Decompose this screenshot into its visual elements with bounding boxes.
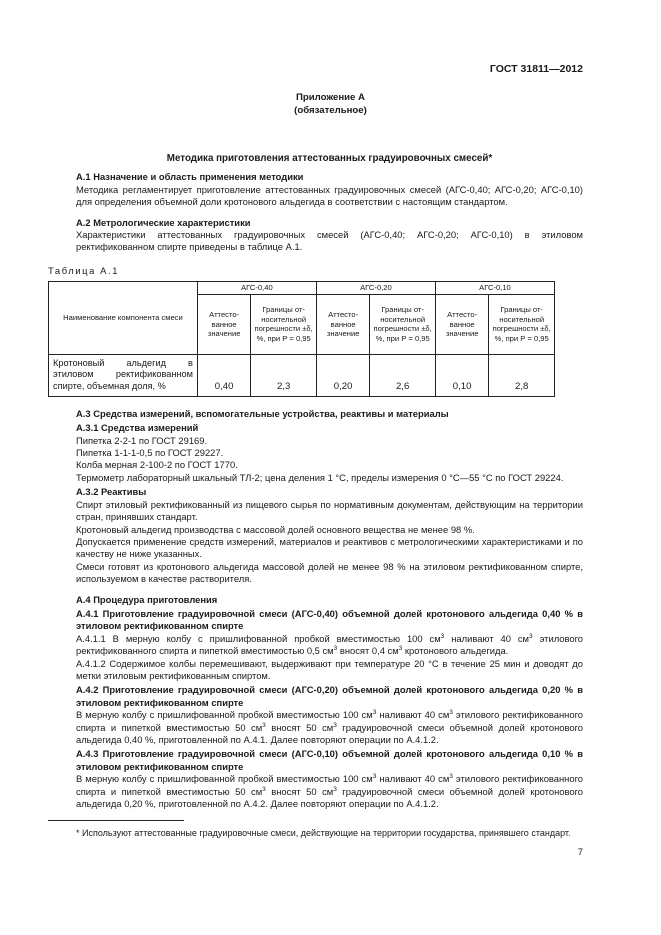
table-group-header: АГС-0,20 xyxy=(316,282,435,295)
section-a411-text: А.4.1.1 В мерную колбу с пришлифованной пробкой вместимостью 100 $см^3$ наливают 40 $см^3$ этилового ректификованного спирта и пипеткой вместимостью 0,5 $см^3$ вносят 0,4 $см^3$ кротонового альдегида. xyxy=(76,632,584,657)
table-sub-header-value: Аттесто-ванное значение xyxy=(316,294,369,354)
list-item: Термометр лабораторный шкальный ТЛ-2; цена деления 1 °С, пределы измерения 0 °С—55 °С по ГОСТ 29224. xyxy=(76,471,564,483)
table-group-header: АГС-0,40 xyxy=(197,282,316,295)
section-a31-heading: А.3.1 Средства измерений xyxy=(76,422,199,434)
annex-title: Приложение А xyxy=(296,92,365,103)
table-cell: 0,10 xyxy=(435,354,488,396)
reagent-text: Допускается применение средств измерений, материалов и реактивов с метрологическими характеристиками и по качеству не ниже указанных. xyxy=(76,535,583,560)
list-item: Пипетка 1-1-1-0,5 по ГОСТ 29227. xyxy=(76,447,224,459)
table-group-header: АГС-0,10 xyxy=(435,282,554,295)
table-header-name: Наименование компонента смеси xyxy=(49,282,198,355)
section-a32-heading: А.3.2 Реактивы xyxy=(76,486,147,498)
list-item: Пипетка 2-2-1 по ГОСТ 29169. xyxy=(76,434,208,446)
page-number: 7 xyxy=(577,846,583,857)
section-a1-heading: А.1 Назначение и область применения методики xyxy=(76,171,304,183)
section-a2-heading: А.2 Метрологические характеристики xyxy=(76,216,251,228)
document-body xyxy=(48,153,584,840)
table-sub-header-value: Аттесто-ванное значение xyxy=(435,294,488,354)
table-cell: 2,3 xyxy=(251,354,317,396)
table-sub-header-bounds: Границы от-носительной погрешности ±δ, %, при Р = 0,95 xyxy=(370,294,436,354)
section-a43-text: В мерную колбу с пришлифованной пробкой вместимостью 100 $см^3$ наливают 40 $см^3$ этилового ректификованного спирта и пипеткой вместимостью 50 $см^3$ вносят 50 $см^3$ градуировочной смеси объемной долей кротонового альдегида 0,20 %, приготовленной по А.4.2. Далее повторяют операции по А.4.1.2. xyxy=(76,773,584,810)
reagent-text: Смеси готовят из кротонового альдегида массовой долей не менее 98 % на этиловом ректификованном спирте, используемом в качестве растворителя. xyxy=(76,560,583,585)
table-row xyxy=(49,354,555,396)
table-sub-header-bounds: Границы от-носительной погрешности ±δ, %, при Р = 0,95 xyxy=(251,294,317,354)
table-cell: 2,6 xyxy=(370,354,436,396)
footnote: * Используют аттестованные градуировочные смеси, действующие на территории государства, принявшего стандарт. xyxy=(76,828,571,839)
table-a1 xyxy=(48,281,555,397)
table-row-name: Кротоновый альдегид в этиловом ректификованном спирте, объемная доля, % xyxy=(49,354,198,396)
table-sub-header-bounds: Границы от-носительной погрешности ±δ, %, при Р = 0,95 xyxy=(489,294,555,354)
section-a412-text: А.4.1.2 Содержимое колбы перемешивают, выдерживают при температуре 20 °С в течение 25 мин и доводят до метки этиловым ректификованным спиртом. xyxy=(76,657,583,681)
reagent-text: Кротоновый альдегид производства с массовой долей основного вещества не менее 98 %. xyxy=(76,523,475,535)
table-cell: 0,20 xyxy=(316,354,369,396)
main-title: Методика приготовления аттестованных градуировочных смесей* xyxy=(166,153,493,164)
section-a43-heading: А.4.3 Приготовление градуировочной смеси (АГС-0,10) объемной долей кротонового альдегида 0,10 % в этиловом ректификованном спирте xyxy=(76,748,583,772)
table-caption: Таблица А.1 xyxy=(48,264,120,276)
annex-heading xyxy=(0,92,661,117)
section-a42-text: В мерную колбу с пришлифованной пробкой вместимостью 100 $см^3$ наливают 40 $см^3$ этилового ректификованного спирта и пипеткой вместимостью 50 $см^3$ вносят 50 $см^3$ градуировочной смеси объемной долей кротонового альдегида 0,40 %, приготовленной по А.4.1. Далее повторяют операции по А.4.1.2. xyxy=(76,709,584,745)
table-sub-header-value: Аттесто-ванное значение xyxy=(197,294,250,354)
footnote-divider xyxy=(48,820,184,821)
reagent-text: Спирт этиловый ректификованный из пищевого сырья по нормативным документам, действующим на территории стран, принявших стандарт. xyxy=(76,498,583,523)
section-a41-heading: А.4.1 Приготовление градуировочной смеси (АГС-0,40) объемной долей кротонового альдегида 0,40 % в этиловом ректификованном спирте xyxy=(76,607,583,632)
table-cell: 2,8 xyxy=(489,354,555,396)
doc-number: ГОСТ 31811—2012 xyxy=(489,63,583,75)
section-a3-heading: А.3 Средства измерений, вспомогательные устройства, реактивы и материалы xyxy=(76,407,449,419)
list-item: Колба мерная 2-100-2 по ГОСТ 1770. xyxy=(76,459,238,471)
section-a4-heading: А.4 Процедура приготовления xyxy=(76,593,218,605)
section-a1-text: Методика регламентирует приготовление аттестованных градуировочных смесей (АГС-0,40; АГС-0,20; АГС-0,10) для определения объемной доли кротонового альдегида в соответствии с настоящим стандартом. xyxy=(76,183,583,208)
section-a2-text: Характеристики аттестованных градуировочных смесей (АГС-0,40; АГС-0,20; АГС-0,10) в этиловом ректификованном спирте приведены в таблице А.1. xyxy=(76,229,583,253)
section-a42-heading: А.4.2 Приготовление градуировочной смеси (АГС-0,20) объемной долей кротонового альдегида 0,20 % в этиловом ректификованном спирте xyxy=(76,684,583,708)
annex-status: (обязательное) xyxy=(294,104,367,116)
table-cell: 0,40 xyxy=(197,354,250,396)
